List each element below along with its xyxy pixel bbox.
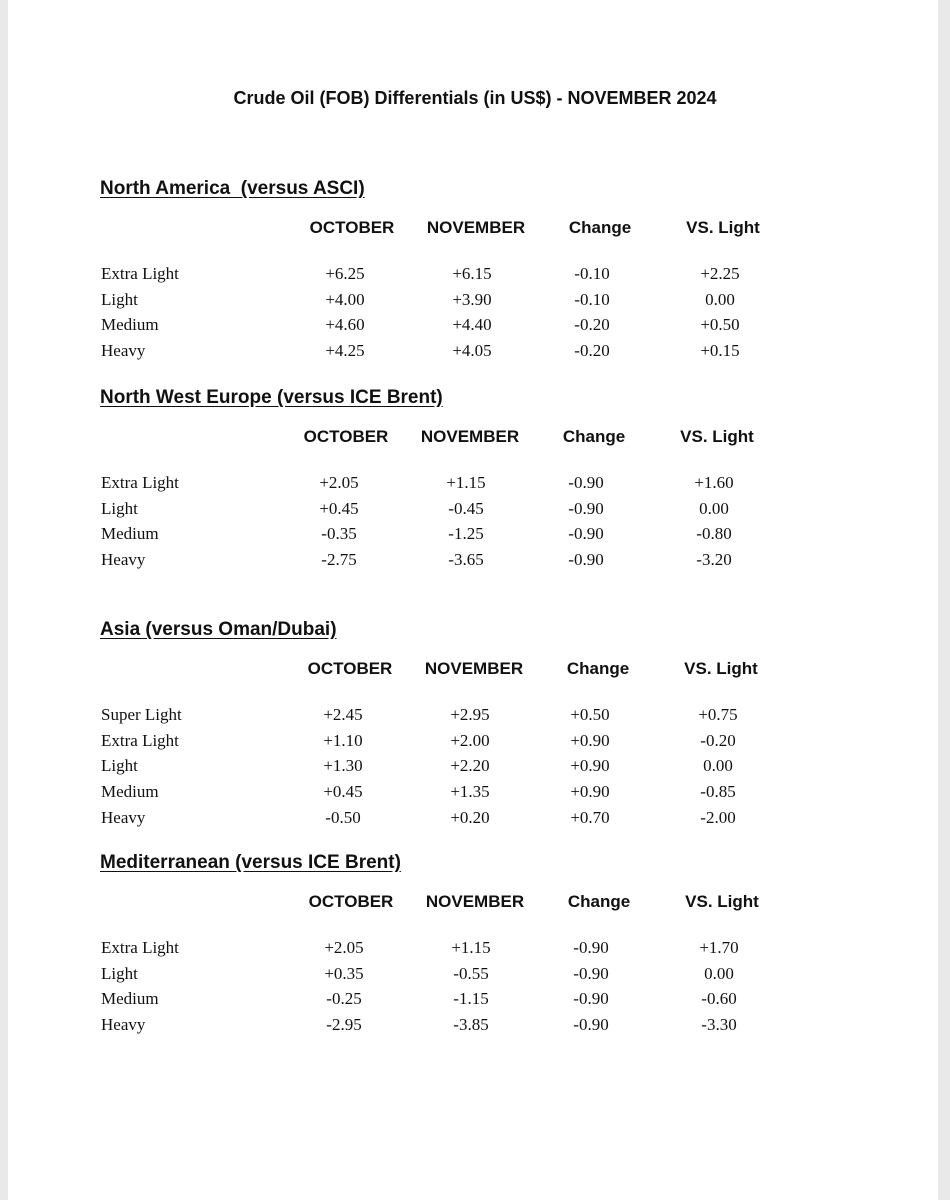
column-header: OCTOBER — [309, 218, 395, 237]
table-cell: -0.20 — [700, 730, 736, 750]
row-grade-label: Extra Light — [101, 938, 179, 957]
table-cell: -0.90 — [573, 938, 609, 957]
column-header: VS. Light — [686, 218, 760, 237]
table-cell: +1.15 — [451, 938, 491, 957]
table-cell: -0.90 — [573, 963, 609, 983]
column-header: OCTOBER — [307, 659, 393, 678]
table-cell: +0.90 — [570, 756, 610, 776]
table-cell: +4.60 — [325, 315, 365, 335]
row-grade-label: Light — [101, 963, 138, 983]
table-cell: -0.35 — [321, 524, 357, 544]
column-header: Change — [562, 427, 626, 446]
table-cell: -0.10 — [574, 289, 610, 309]
table-cell: -0.25 — [326, 989, 362, 1009]
table-cell: +6.15 — [452, 264, 492, 283]
column-header: NOVEMBER — [426, 218, 526, 237]
row-grade-label: Extra Light — [101, 264, 179, 283]
table-cell: 0.00 — [704, 963, 734, 983]
table-cell: +0.45 — [323, 782, 363, 802]
table-cell: -0.90 — [573, 989, 609, 1009]
table-cell: +1.15 — [446, 473, 486, 492]
table-cell: +4.05 — [452, 341, 492, 361]
column-header: NOVEMBER — [424, 659, 524, 678]
table-cell: -0.90 — [568, 473, 604, 492]
row-grade-label: Medium — [101, 782, 159, 802]
region-section — [0, 178, 950, 378]
column-header: VS. Light — [685, 892, 759, 911]
table-cell: -0.90 — [568, 550, 604, 570]
table-cell: -0.60 — [701, 989, 737, 1009]
table-cell: -3.65 — [448, 550, 484, 570]
section-heading: North West Europe (versus ICE Brent) — [100, 387, 443, 408]
column-header: OCTOBER — [303, 427, 389, 446]
row-grade-label: Medium — [101, 989, 159, 1009]
region-section — [0, 387, 950, 587]
row-grade-label: Medium — [101, 524, 159, 544]
table-cell: -0.90 — [568, 524, 604, 544]
column-header: NOVEMBER — [420, 427, 520, 446]
column-header: VS. Light — [680, 427, 754, 446]
table-cell: 0.00 — [699, 498, 729, 518]
table-cell: -0.90 — [573, 1015, 609, 1035]
table-cell: +0.50 — [700, 315, 740, 335]
table-cell: +2.25 — [700, 264, 740, 283]
table-cell: +0.75 — [698, 705, 738, 724]
table-cell: -0.85 — [700, 782, 736, 802]
table-cell: -2.00 — [700, 807, 736, 827]
table-cell: -0.55 — [453, 963, 489, 983]
table-cell: 0.00 — [703, 756, 733, 776]
table-cell: +1.35 — [450, 782, 490, 802]
table-cell: +1.60 — [694, 473, 734, 492]
row-grade-label: Heavy — [101, 807, 146, 827]
table-cell: +0.90 — [570, 730, 610, 750]
table-cell: +0.50 — [570, 705, 610, 724]
table-cell: +4.00 — [325, 289, 365, 309]
column-header: Change — [567, 892, 631, 911]
section-heading: North America (versus ASCI) — [100, 178, 365, 199]
table-cell: -3.30 — [701, 1015, 737, 1035]
section-heading: Asia (versus Oman/Dubai) — [100, 619, 337, 640]
table-cell: +2.05 — [324, 938, 364, 957]
region-section — [0, 852, 950, 1052]
table-cell: +0.90 — [570, 782, 610, 802]
table-cell: -0.10 — [574, 264, 610, 283]
row-grade-label: Medium — [101, 315, 159, 335]
row-grade-label: Extra Light — [101, 473, 179, 492]
table-cell: -0.20 — [574, 341, 610, 361]
table-cell: +2.20 — [450, 756, 490, 776]
table-cell: +0.70 — [570, 807, 610, 827]
table-cell: +1.10 — [323, 730, 363, 750]
region-section — [0, 619, 950, 827]
table-cell: -2.95 — [326, 1015, 362, 1035]
row-grade-label: Light — [101, 289, 138, 309]
table-cell: +2.05 — [319, 473, 359, 492]
row-grade-label: Heavy — [101, 550, 146, 570]
table-cell: -0.90 — [568, 498, 604, 518]
table-cell: -1.25 — [448, 524, 484, 544]
table-cell: 0.00 — [705, 289, 735, 309]
document-title: Crude Oil (FOB) Differentials (in US$) - NOVEMBER 2024 — [233, 88, 717, 108]
table-cell: +0.15 — [700, 341, 740, 361]
row-grade-label: Extra Light — [101, 730, 179, 750]
table-cell: +3.90 — [452, 289, 492, 309]
table-cell: +6.25 — [325, 264, 365, 283]
table-cell: -2.75 — [321, 550, 357, 570]
column-header: OCTOBER — [308, 892, 394, 911]
table-cell: +0.20 — [450, 807, 490, 827]
table-cell: +1.30 — [323, 756, 363, 776]
table-cell: -0.20 — [574, 315, 610, 335]
table-cell: +2.00 — [450, 730, 490, 750]
table-cell: -0.80 — [696, 524, 732, 544]
table-cell: +1.70 — [699, 938, 739, 957]
row-grade-label: Light — [101, 498, 138, 518]
table-cell: -1.15 — [453, 989, 489, 1009]
row-grade-label: Heavy — [101, 1015, 146, 1035]
table-cell: +2.95 — [450, 705, 490, 724]
row-grade-label: Light — [101, 756, 138, 776]
column-header: Change — [568, 218, 632, 237]
row-grade-label: Super Light — [101, 705, 182, 724]
table-cell: +4.25 — [325, 341, 365, 361]
table-cell: -3.20 — [696, 550, 732, 570]
row-grade-label: Heavy — [101, 341, 146, 361]
table-cell: +4.40 — [452, 315, 492, 335]
table-cell: -0.50 — [325, 807, 361, 827]
column-header: NOVEMBER — [425, 892, 525, 911]
column-header: Change — [566, 659, 630, 678]
column-header: VS. Light — [684, 659, 758, 678]
section-heading: Mediterranean (versus ICE Brent) — [100, 852, 401, 873]
table-cell: -0.45 — [448, 498, 484, 518]
table-cell: -3.85 — [453, 1015, 489, 1035]
table-cell: +0.35 — [324, 963, 364, 983]
table-cell: +2.45 — [323, 705, 363, 724]
table-cell: +0.45 — [319, 498, 359, 518]
